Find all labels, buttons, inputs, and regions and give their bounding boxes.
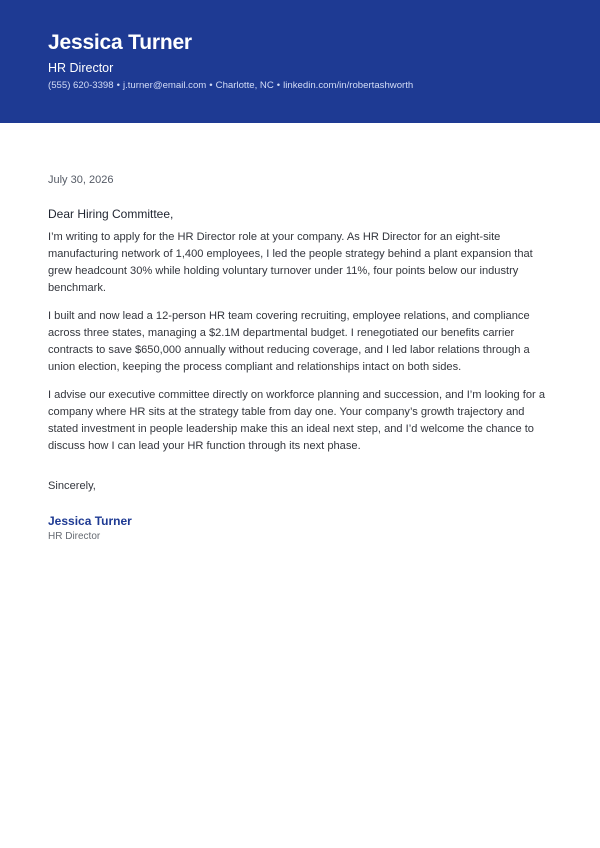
letter-body bbox=[48, 172, 554, 544]
letter-date: July 30, 2026 bbox=[48, 174, 114, 186]
signature-name: Jessica Turner bbox=[48, 514, 132, 528]
applicant-role: HR Director bbox=[48, 61, 114, 75]
email-address: j.turner@email.com bbox=[122, 80, 207, 91]
separator-dot: • bbox=[116, 80, 120, 91]
body-paragraph: I’m writing to apply for the HR Director role at your company. As HR Director for an eight-site manufacturing network of 1,400 employees, I led the people strategy behind a plant expansion that grew headcount 30% while holding voluntary turnover under 11%, four points below our industry benchmark. bbox=[48, 231, 533, 294]
linkedin-url: linkedin.com/in/robertashworth bbox=[283, 80, 414, 91]
signature-role: HR Director bbox=[48, 531, 101, 542]
contact-line bbox=[48, 80, 413, 91]
body-paragraph: I advise our executive committee directly on workforce planning and succession, and I’m looking for a company where HR sits at the strategy table from day one. Your company’s growth trajectory and stated investment in people leadership make this an ideal next step, and I’d welcome the chance to discuss how I can lead your HR function through its next phase. bbox=[48, 389, 546, 452]
letter-header bbox=[0, 0, 600, 123]
phone-number: (555) 620-3398 bbox=[48, 80, 114, 91]
body-paragraph: I built and now lead a 12-person HR team covering recruiting, employee relations, and compliance across three states, managing a $2.1M departmental budget. I renegotiated our benefits carrier contracts to save $650,000 annually without reducing coverage, and I led labor relations through a union election, keeping the process compliant and relationships intact on both sides. bbox=[48, 310, 530, 373]
applicant-name: Jessica Turner bbox=[48, 31, 192, 54]
separator-dot: • bbox=[276, 80, 281, 91]
closing: Sincerely, bbox=[48, 480, 96, 492]
separator-dot: • bbox=[209, 80, 213, 91]
salutation: Dear Hiring Committee, bbox=[48, 207, 174, 221]
location: Charlotte, NC bbox=[215, 80, 274, 91]
